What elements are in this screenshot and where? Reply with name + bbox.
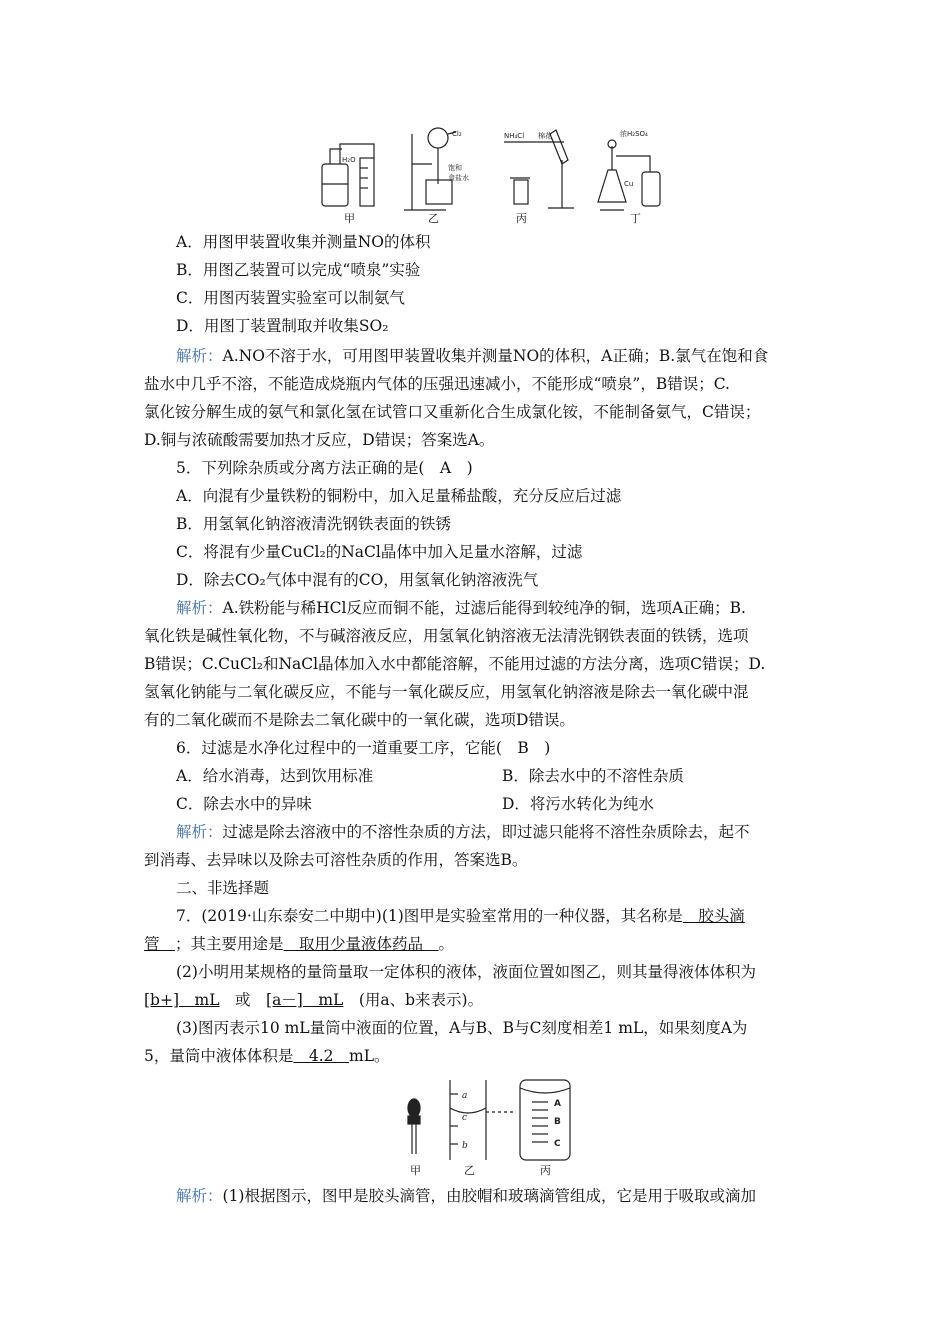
figure-label-yi: 乙 (428, 212, 439, 225)
annotation-cu: Cu (624, 180, 634, 188)
annotation-h2o: H₂O (342, 156, 356, 164)
q6-options-row-2 (176, 794, 842, 814)
q7-analysis-line-1: 解析：(1)根据图示，图甲是胶头滴管，由胶帽和玻璃滴管组成，它是用于吸取或滴加 (176, 1187, 756, 1205)
mark-a: a (462, 1091, 468, 1101)
q6-option-b: B．除去水中的不溶性杂质 (502, 767, 684, 785)
q6-stem: 6．过滤是水净化过程中的一道重要工序，它能( B ) (176, 739, 551, 757)
annotation-cl2: Cl₂ (452, 130, 462, 138)
q4-analysis-line-4: D.铜与浓硫酸需要加热才反应，D错误；答案选A。 (144, 431, 495, 449)
analysis-label: 解析： (176, 599, 223, 617)
mark-B: B (554, 1117, 561, 1127)
section-heading: 二、非选择题 (176, 879, 270, 897)
q5-analysis-line-4: 氢氧化钠能与二氧化碳反应，不能与一氧化碳反应，用氢氧化钠溶液是除去一氧化碳中混 (144, 683, 749, 701)
q4-option-b: B．用图乙装置可以完成“喷泉”实验 (176, 261, 421, 279)
figure2-label-yi: 乙 (464, 1164, 475, 1177)
q5-analysis-line-2: 氧化铁是碱性氧化物，不与碱溶液反应，用氢氧化钠溶液无法清洗钢铁表面的铁锈，选项 (144, 627, 749, 645)
mark-A: A (554, 1099, 561, 1109)
cylinder-drawing (400, 1074, 590, 1176)
q4-option-a: A．用图甲装置收集并测量NO的体积 (176, 233, 431, 251)
q7-answer-volume-1: [b+] mL (144, 991, 220, 1009)
q7-answer-use: 取用少量液体药品 (283, 935, 439, 953)
analysis-label: 解析： (176, 823, 223, 841)
mark-b: b (462, 1141, 468, 1151)
figure-label-bing: 丙 (516, 212, 527, 225)
q6-options-row-1 (176, 766, 842, 786)
figure2-label-jia: 甲 (410, 1164, 421, 1177)
q6-option-d: D．将污水转化为纯水 (502, 795, 654, 813)
annotation-h2so4: 浓H₂SO₄ (620, 130, 648, 138)
q7-part2-line-1: (2)小明用某规格的量筒量取一定体积的液体，液面位置如图乙，则其量得液体体积为 (176, 963, 756, 981)
q5-option-a: A．向混有少量铁粉的铜粉中，加入足量稀盐酸，充分反应后过滤 (176, 487, 622, 505)
q6-option-c: C．除去水中的异味 (176, 795, 312, 813)
mark-C: C (554, 1139, 561, 1149)
q5-stem: 5．下列除杂质或分离方法正确的是( A ) (176, 459, 473, 477)
q4-analysis-line-1: 解析：A.NO不溶于水，可用图甲装置收集并测量NO的体积，A正确；B.氯气在饱和食 (176, 347, 769, 365)
cylinder-figure (400, 1074, 590, 1176)
mark-c: c (462, 1113, 468, 1123)
q5-analysis-line-1: 解析：A.铁粉能与稀HCl反应而铜不能，过滤后能得到较纯净的铜，选项A正确；B. (176, 599, 746, 617)
q7-part3-line-1: (3)图丙表示10 mL量筒中液面的位置，A与B、B与C刻度相差1 mL，如果刻度A为 (176, 1019, 748, 1037)
q5-analysis-line-5: 有的二氧化碳而不是除去二氧化碳中的一氧化碳，选项D错误。 (144, 711, 575, 729)
q7-part2-line-2: [b+] mL 或 [a－] mL (用a、b来表示)。 (144, 991, 484, 1009)
q7-part1-line-1: 7．(2019·山东泰安二中期中)(1)图甲是实验室常用的一种仪器，其名称是 胶头滴 (176, 907, 745, 925)
analysis-label: 解析： (176, 1187, 223, 1205)
q6-analysis-line-2: 到消毒、去异味以及除去可溶性杂质的作用，答案选B。 (144, 851, 528, 869)
analysis-label: 解析： (176, 347, 223, 365)
apparatus-figure (316, 124, 672, 224)
figure-label-ding: 丁 (630, 212, 641, 225)
figure-label-jia: 甲 (344, 212, 355, 225)
q4-option-d: D．用图丁装置制取并收集SO₂ (176, 317, 389, 335)
q6-analysis-line-1: 解析：过滤是除去溶液中的不溶性杂质的方法，即过滤只能将不溶性杂质除去，起不 (176, 823, 750, 841)
q4-option-c: C．用图丙装置实验室可以制氨气 (176, 289, 405, 307)
figure2-label-bing: 丙 (540, 1164, 551, 1177)
annotation-saturated: 饱和 (448, 164, 462, 172)
q5-option-c: C．将混有少量CuCl₂的NaCl晶体中加入足量水溶解，过滤 (176, 543, 583, 561)
q6-option-a: A．给水消毒，达到饮用标准 (176, 767, 374, 785)
q5-option-b: B．用氢氧化钠溶液清洗钢铁表面的铁锈 (176, 515, 451, 533)
q7-answer-volume-3: 4.2 (293, 1047, 350, 1065)
apparatus-drawing (316, 124, 672, 224)
q7-answer-name: 胶头滴 (682, 907, 745, 925)
annotation-brine: 食盐水 (448, 174, 469, 182)
q4-analysis-line-2: 盐水中几乎不溶，不能造成烧瓶内气体的压强迅速减小，不能形成“喷泉”，B错误；C. (144, 375, 730, 393)
q7-answer-volume-2: [a－] mL (266, 991, 344, 1009)
q5-analysis-line-3: B错误；C.CuCl₂和NaCl晶体加入水中都能溶解，不能用过滤的方法分离，选项C错误；D. (144, 655, 766, 673)
q7-part1-line-2: 管 ；其主要用途是 取用少量液体药品 。 (144, 935, 455, 953)
q4-analysis-line-3: 氯化铵分解生成的氨气和氯化氢在试管口又重新化合生成氯化铵，不能制备氨气，C错误； (144, 403, 761, 421)
q7-part3-line-2: 5，量筒中液体体积是 4.2 mL。 (144, 1047, 390, 1065)
q5-option-d: D．除去CO₂气体中混有的CO，用氢氧化钠溶液洗气 (176, 571, 539, 589)
annotation-nh4cl: NH₄Cl (504, 132, 525, 140)
annotation-cotton: 棉花 (538, 132, 552, 140)
